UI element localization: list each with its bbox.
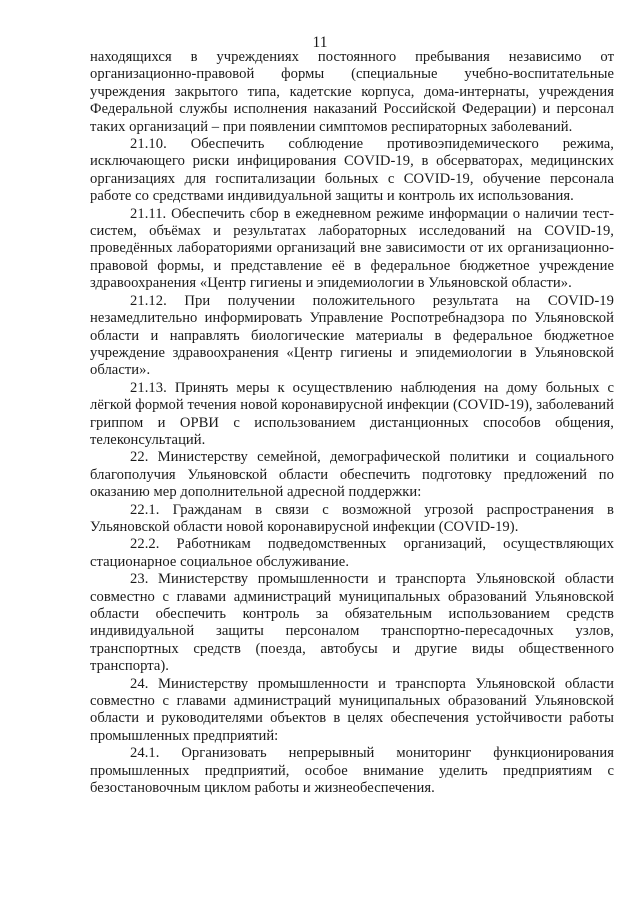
paragraph-24: 24. Министерству промышленности и транспорта Ульяновской области совместно с главами администраций муниципальных образований Ульяновской области и руководителями объектов в целях обеспечения устойчивости работы промышленных предприятий: <box>90 675 614 744</box>
page-number: 11 <box>312 34 328 51</box>
paragraph-23: 23. Министерству промышленности и транспорта Ульяновской области совместно с главами администраций муниципальных образований Ульяновской области обеспечить контроль за обязательным использованием средств индивидуальной защиты персоналом транспортно-пересадочных узлов, транспортных средств (поезда, автобусы и другие виды общественного транспорта). <box>90 571 614 675</box>
document-body <box>90 49 614 797</box>
paragraph-22: 22. Министерству семейной, демографической политики и социального благополучия Ульяновской области обеспечить подготовку предложений по оказанию мер дополнительной адресной поддержки: <box>90 449 614 501</box>
paragraph-21-13: 21.13. Принять меры к осуществлению наблюдения на дому больных с лёгкой формой течения новой коронавирусной инфекции (COVID-19), заболеваний гриппом и ОРВИ с использованием дистанционных способов общения, телеконсультаций. <box>90 379 614 448</box>
paragraph-22-1: 22.1. Гражданам в связи с возможной угрозой распространения в Ульяновской области новой коронавирусной инфекции (COVID-19). <box>90 501 614 535</box>
paragraph-continuation: находящихся в учреждениях постоянного пребывания независимо от организационно-правовой формы (специальные учебно-воспитательные учреждения закрытого типа, кадетские корпуса, дома-интернаты, учреждения Федеральной службы исполнения наказаний Российской Федерации) и персонал таких организаций – при появлении симптомов респираторных заболеваний. <box>90 49 614 135</box>
paragraph-22-2: 22.2. Работникам подведомственных организаций, осуществляющих стационарное социальное обслуживание. <box>90 536 614 570</box>
paragraph-21-11: 21.11. Обеспечить сбор в ежедневном режиме информации о наличии тест-систем, объёмах и результатах лабораторных исследований на COVID-19, проведённых лабораториями организаций вне зависимости от их организационно-правовой формы, и представление её в федеральное бюджетное учреждение здравоохранения «Центр гигиены и эпидемиологии в Ульяновской области». <box>90 205 614 292</box>
paragraph-21-12: 21.12. При получении положительного результата на COVID-19 незамедлительно информировать Управление Роспотребнадзора по Ульяновской области и направлять биологические материалы в федеральное бюджетное учреждение здравоохранения «Центр гигиены и эпидемиологии в Ульяновской области». <box>90 292 614 379</box>
paragraph-21-10: 21.10. Обеспечить соблюдение противоэпидемического режима, исключающего риски инфицирования COVID-19, в обсерваторах, медицинских организациях для госпитализации больных с COVID-19, обучение персонала работе со средствами индивидуальной защиты и контроль их использования. <box>90 136 614 205</box>
paragraph-24-1: 24.1. Организовать непрерывный мониторинг функционирования промышленных предприятий, особое внимание уделить предприятиям с безостановочным циклом работы и жизнеобеспечения. <box>90 745 614 797</box>
